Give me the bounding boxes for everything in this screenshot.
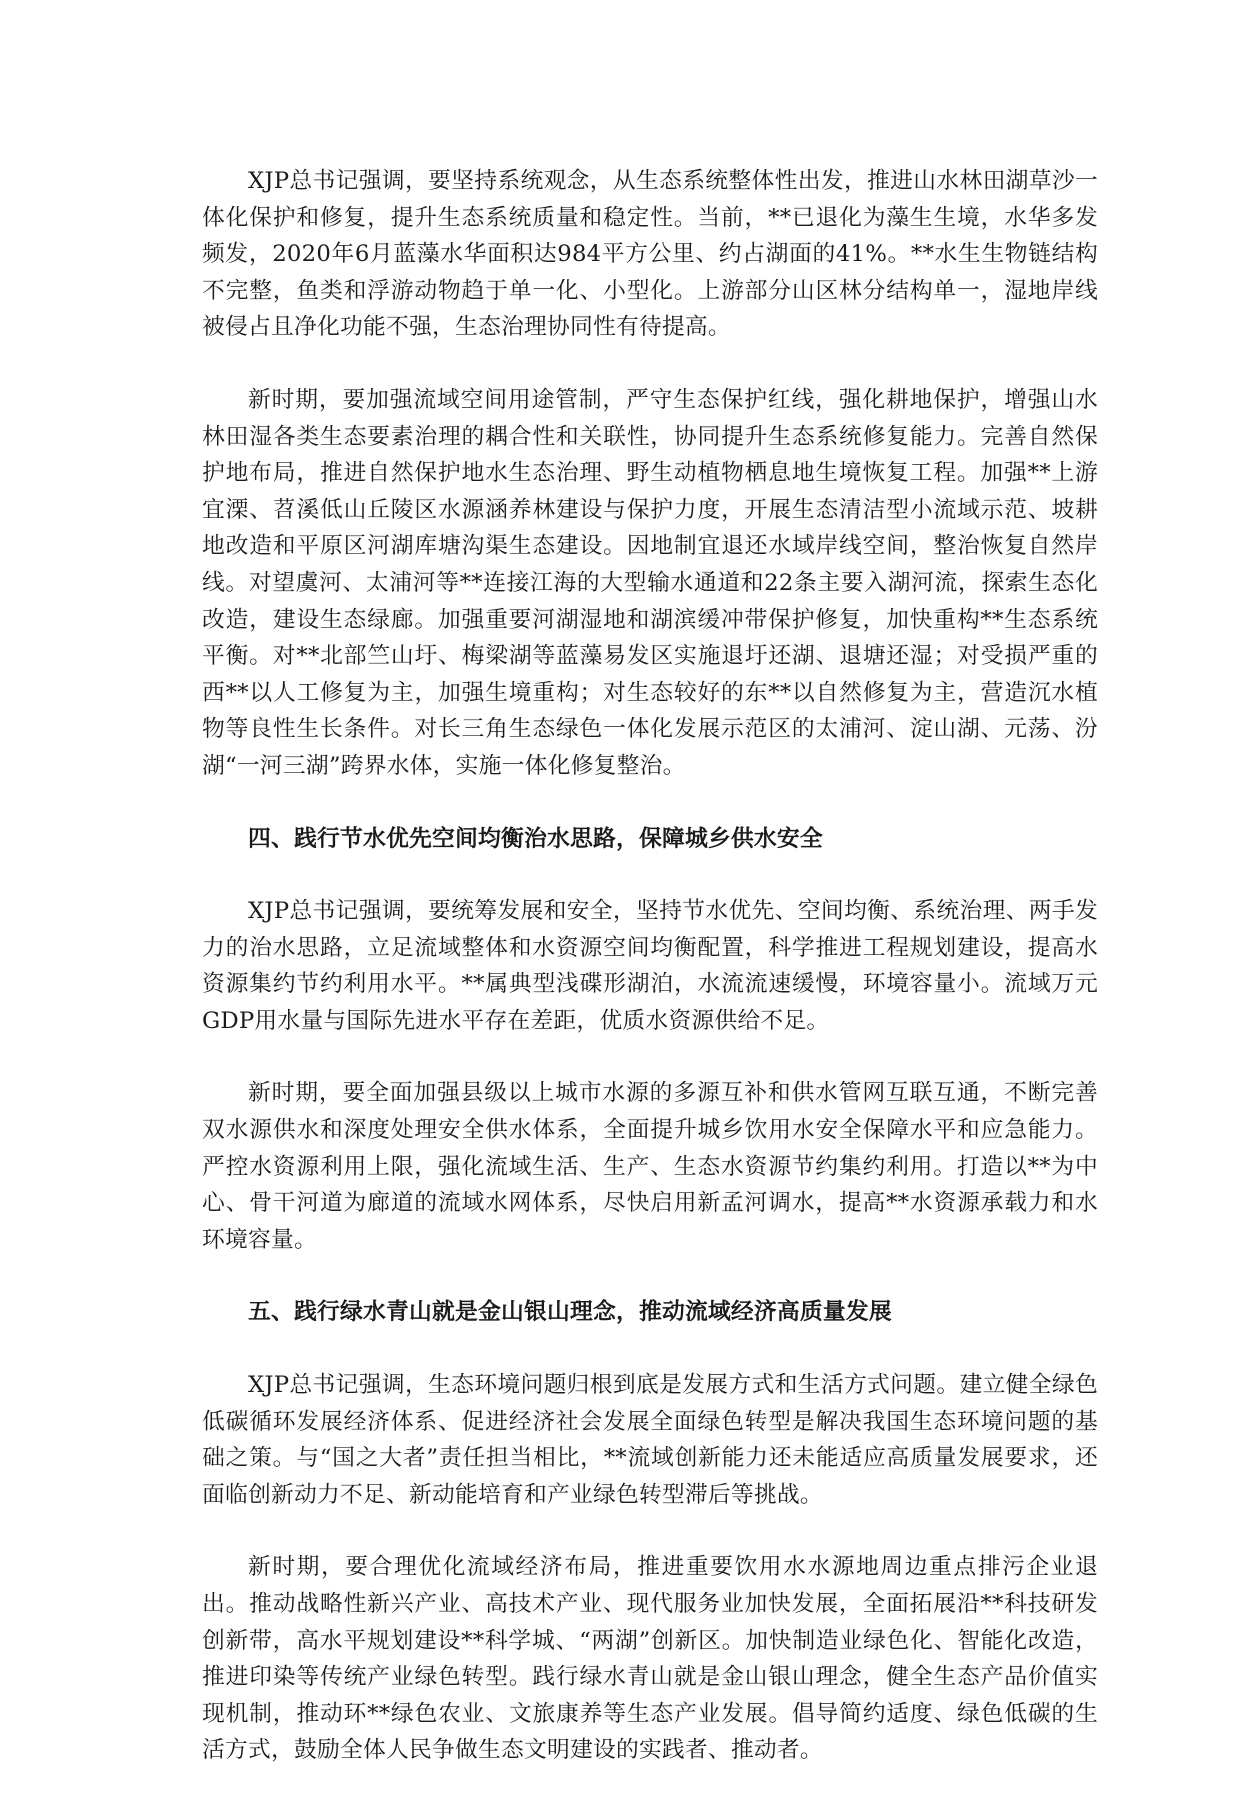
- paragraph-5: XJP总书记强调，生态环境问题归根到底是发展方式和生活方式问题。建立健全绿色低碳循环发展经济体系、促进经济社会发展全面绿色转型是解决我国生态环境问题的基础之策。与“国之大者”责任担当相比，**流域创新能力还未能适应高质量发展要求，还面临创新动力不足、新动能培育和产业绿色转型滞后等挑战。: [202, 1372, 1098, 1508]
- paragraph-4: 新时期，要全面加强县级以上城市水源的多源互补和供水管网互联互通，不断完善双水源供水和深度处理安全供水体系，全面提升城乡饮用水安全保障水平和应急能力。严控水资源利用上限，强化流域生活、生产、生态水资源节约集约利用。打造以**为中心、骨干河道为廊道的流域水网体系，尽快启用新孟河调水，提高**水资源承载力和水环境容量。: [202, 1080, 1098, 1253]
- paragraph-2: 新时期，要加强流域空间用途管制，严守生态保护红线，强化耕地保护，增强山水林田湿各类生态要素治理的耦合性和关联性，协同提升生态系统修复能力。完善自然保护地布局，推进自然保护地水生态治理、野生动植物栖息地生境恢复工程。加强**上游宜溧、苕溪低山丘陵区水源涵养林建设与保护力度，开展生态清洁型小流域示范、坡耕地改造和平原区河湖库塘沟渠生态建设。因地制宜退还水域岸线空间，整治恢复自然岸线。对望虞河、太浦河等**连接江海的大型输水通道和22条主要入湖河流，探索生态化改造，建设生态绿廊。加强重要河湖湿地和湖滨缓冲带保护修复，加快重构**生态系统平衡。对**北部竺山圩、梅梁湖等蓝藻易发区实施退圩还湖、退塘还湿；对受损严重的西**以人工修复为主，加强生境重构；对生态较好的东**以自然修复为主，营造沉水植物等良性生长条件。对长三角生态绿色一体化发展示范区的太浦河、淀山湖、元荡、汾湖“一河三湖”跨界水体，实施一体化修复整治。: [202, 386, 1098, 779]
- paragraph-6: 新时期，要合理优化流域经济布局，推进重要饮用水水源地周边重点排污企业退出。推动战略性新兴产业、高技术产业、现代服务业加快发展，全面拓展沿**科技研发创新带，高水平规划建设**科学城、“两湖”创新区。加快制造业绿色化、智能化改造，推进印染等传统产业绿色转型。践行绿水青山就是金山银山理念，健全生态产品价值实现机制，推动环**绿色农业、文旅康养等生态产业发展。倡导简约适度、绿色低碳的生活方式，鼓励全体人民争做生态文明建设的实践者、推动者。: [202, 1554, 1098, 1764]
- section-heading-5: 五、践行绿水青山就是金山银山理念，推动流域经济高质量发展: [248, 1299, 892, 1326]
- paragraph-1: XJP总书记强调，要坚持系统观念，从生态系统整体性出发，推进山水林田湖草沙一体化保护和修复，提升生态系统质量和稳定性。当前，**已退化为藻生生境，水华多发频发，2020年6月蓝藻水华面积达984平方公里、约占湖面的41%。**水生生物链结构不完整，鱼类和浮游动物趋于单一化、小型化。上游部分山区林分结构单一，湿地岸线被侵占且净化功能不强，生态治理协同性有待提高。: [202, 168, 1098, 341]
- document-body: [202, 163, 1098, 1805]
- section-heading-4: 四、践行节水优先空间均衡治水思路，保障城乡供水安全: [248, 825, 823, 852]
- paragraph-3: XJP总书记强调，要统筹发展和安全，坚持节水优先、空间均衡、系统治理、两手发力的治水思路，立足流域整体和水资源空间均衡配置，科学推进工程规划建设，提高水资源集约节约利用水平。**属典型浅碟形湖泊，水流流速缓慢，环境容量小。流域万元GDP用水量与国际先进水平存在差距，优质水资源供给不足。: [202, 898, 1098, 1034]
